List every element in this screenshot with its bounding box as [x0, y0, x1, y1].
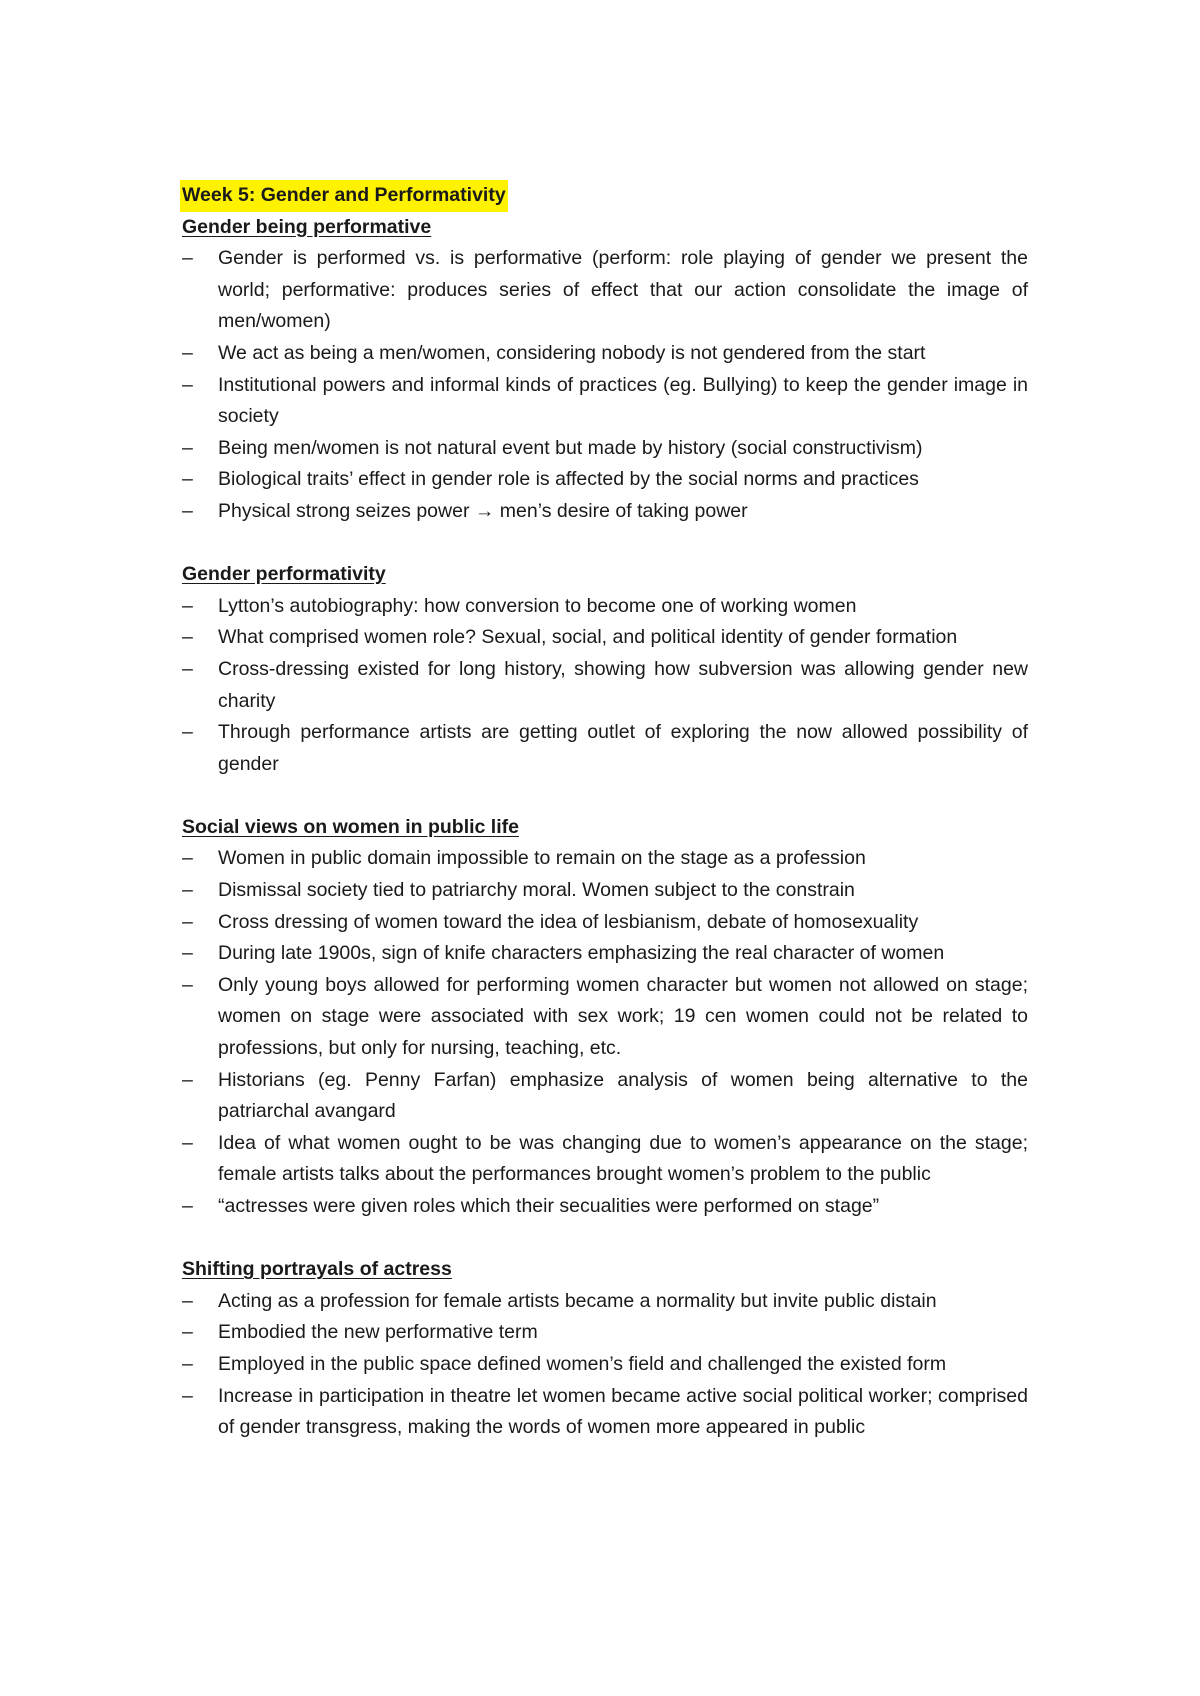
- bullet-item: – Institutional powers and informal kinds of practices (eg. Bullying) to keep the gender image in society: [182, 370, 1028, 433]
- bullet-item: – Dismissal society tied to patriarchy moral. Women subject to the constrain: [182, 875, 1028, 907]
- bullet-item: – Through performance artists are getting outlet of exploring the now allowed possibility of gender: [182, 717, 1028, 780]
- section-shifting-portrayals-of-actress: [182, 1254, 1028, 1444]
- document-title: Week 5: Gender and Performativity: [180, 180, 508, 212]
- bullet-item: – Historians (eg. Penny Farfan) emphasize analysis of women being alternative to the patriarchal avangard: [182, 1065, 1028, 1128]
- bullet-list: [182, 243, 1028, 527]
- section-social-views-on-women: [182, 812, 1028, 1223]
- section-gender-performativity: [182, 559, 1028, 780]
- bullet-item: – Biological traits’ effect in gender role is affected by the social norms and practices: [182, 464, 1028, 496]
- bullet-item: – Women in public domain impossible to remain on the stage as a profession: [182, 843, 1028, 875]
- bullet-list: [182, 1286, 1028, 1444]
- bullet-item: – What comprised women role? Sexual, social, and political identity of gender formation: [182, 622, 1028, 654]
- bullet-list: [182, 843, 1028, 1222]
- bullet-item: – Employed in the public space defined women’s field and challenged the existed form: [182, 1349, 1028, 1381]
- document-title-line: [182, 180, 1028, 212]
- section-heading: Gender performativity: [182, 563, 386, 586]
- bullet-item: – Being men/women is not natural event but made by history (social constructivism): [182, 433, 1028, 465]
- bullet-list: [182, 591, 1028, 781]
- bullet-item: – Cross dressing of women toward the idea of lesbianism, debate of homosexuality: [182, 907, 1028, 939]
- section-gender-being-performative: [182, 212, 1028, 528]
- section-heading: Social views on women in public life: [182, 815, 519, 838]
- bullet-item: – Cross-dressing existed for long history, showing how subversion was allowing gender new charity: [182, 654, 1028, 717]
- bullet-item: – Embodied the new performative term: [182, 1317, 1028, 1349]
- bullet-item: – “actresses were given roles which their secualities were performed on stage”: [182, 1191, 1028, 1223]
- bullet-item: – We act as being a men/women, considering nobody is not gendered from the start: [182, 338, 1028, 370]
- bullet-item: – Lytton’s autobiography: how conversion to become one of working women: [182, 591, 1028, 623]
- bullet-item: – Physical strong seizes power → men’s desire of taking power: [182, 496, 1028, 528]
- bullet-item: – Idea of what women ought to be was changing due to women’s appearance on the stage; female artists talks about the performances brought women’s problem to the public: [182, 1128, 1028, 1191]
- bullet-item: – During late 1900s, sign of knife characters emphasizing the real character of women: [182, 938, 1028, 970]
- bullet-item: – Increase in participation in theatre let women became active social political worker; comprised of gender transgress, making the words of women more appeared in public: [182, 1381, 1028, 1444]
- bullet-item: – Gender is performed vs. is performative (perform: role playing of gender we present the world; performative: produces series of effect that our action consolidate the image of men/women): [182, 243, 1028, 338]
- section-heading: Gender being performative: [182, 215, 432, 238]
- document-page: [182, 180, 1028, 1444]
- bullet-item: – Only young boys allowed for performing women character but women not allowed on stage; women on stage were associated with sex work; 19 cen women could not be related to professions, but only for nursing, teaching, etc.: [182, 970, 1028, 1065]
- section-heading: Shifting portrayals of actress: [182, 1258, 452, 1281]
- bullet-item: – Acting as a profession for female artists became a normality but invite public distain: [182, 1286, 1028, 1318]
